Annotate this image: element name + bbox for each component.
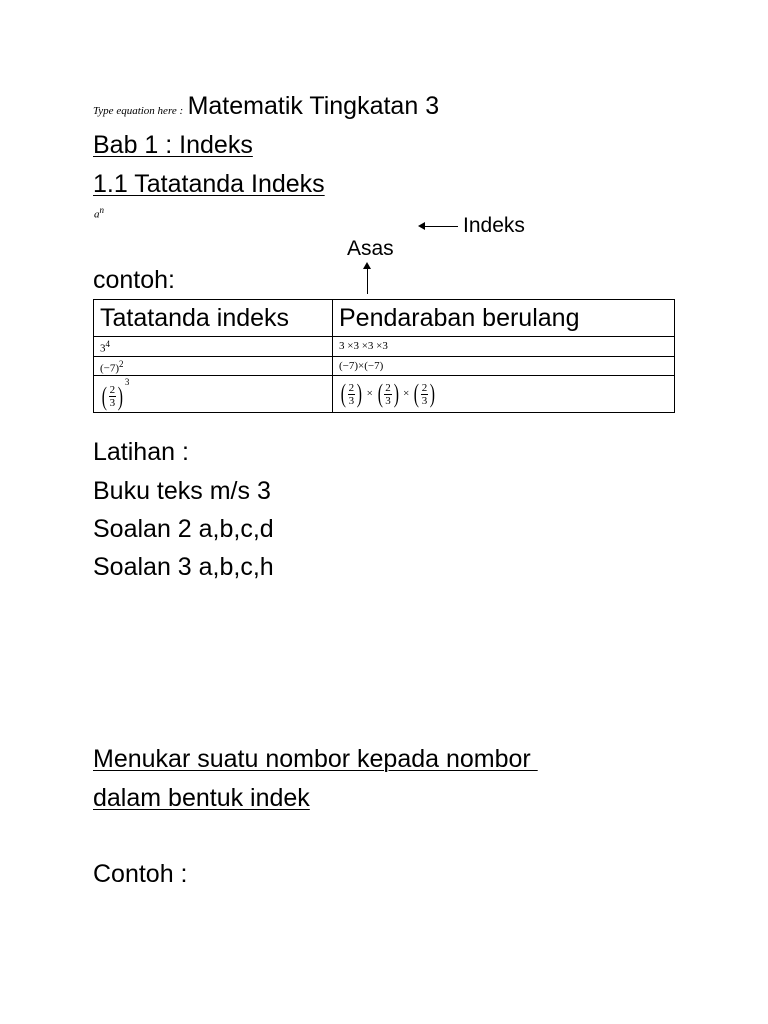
fraction-denominator: 3 — [385, 394, 391, 407]
exercise-title: Latihan : — [93, 438, 189, 466]
right-paren: ) — [117, 381, 124, 411]
table-header-cell: Tatatanda indeks — [94, 300, 333, 337]
left-paren: ( — [377, 379, 383, 409]
times-sign: × — [403, 387, 410, 400]
table-row — [94, 337, 675, 357]
fraction — [421, 382, 429, 407]
table-row — [94, 356, 675, 376]
table-row — [94, 376, 675, 413]
exercise-line: Soalan 3 a,b,c,h — [93, 553, 274, 581]
fraction — [109, 384, 117, 409]
table-cell — [333, 376, 675, 413]
title-line — [93, 91, 439, 123]
table-cell — [94, 337, 333, 357]
fraction-denominator: 3 — [348, 394, 355, 407]
notation-base: a — [94, 208, 100, 221]
section2-heading-line2: dalam bentuk indek — [93, 784, 310, 812]
page-title: Matematik Tingkatan 3 — [187, 92, 440, 120]
section-heading: 1.1 Tatatanda Indeks — [93, 170, 325, 198]
fraction-denominator: 3 — [421, 394, 428, 407]
table-cell — [94, 356, 333, 376]
right-paren: ) — [356, 379, 363, 409]
left-paren: ( — [101, 381, 107, 411]
table-cell — [94, 376, 333, 413]
table-header-row — [94, 300, 675, 337]
fraction-numerator: 2 — [348, 381, 355, 394]
times-sign: × — [366, 387, 373, 400]
base-label: Asas — [347, 237, 394, 260]
right-paren: ) — [430, 379, 436, 409]
fraction — [348, 382, 356, 407]
row-exponent: 2 — [119, 358, 124, 369]
base-arrow-head — [363, 262, 371, 269]
equation-placeholder[interactable]: Type equation here : — [93, 105, 184, 117]
index-label: Indeks — [463, 214, 525, 237]
table-header-cell: Pendaraban berulang — [333, 300, 675, 337]
fraction — [384, 382, 392, 407]
left-paren: ( — [340, 379, 346, 409]
row-exponent: 3 — [124, 377, 130, 388]
chapter-heading: Bab 1 : Indeks — [93, 131, 253, 159]
row-base: (−7) — [100, 362, 120, 375]
index-arrow-line — [422, 226, 458, 227]
row-exponent: 4 — [105, 339, 110, 349]
fraction-numerator: 2 — [385, 381, 391, 394]
exercise-line: Soalan 2 a,b,c,d — [93, 515, 274, 543]
exercise-line: Buku teks m/s 3 — [93, 477, 271, 505]
table-cell: 3 ×3 ×3 ×3 — [333, 337, 675, 357]
fraction-numerator: 2 — [109, 384, 116, 397]
index-arrow-head — [418, 222, 425, 230]
fraction-denominator: 3 — [109, 397, 116, 410]
index-table — [93, 299, 675, 413]
left-paren: ( — [413, 379, 420, 409]
table-cell: (−7)×(−7) — [333, 356, 675, 376]
section2-heading-line1: Menukar suatu nombor kepada nombor — [93, 745, 538, 773]
example-label: contoh: — [93, 266, 176, 294]
right-paren: ) — [393, 379, 399, 409]
row-base: 3 — [100, 342, 106, 355]
notation-exponent: n — [99, 205, 104, 215]
section2-example-label: Contoh : — [93, 860, 188, 888]
base-arrow-line — [367, 268, 368, 294]
notation-expression — [94, 205, 104, 221]
fraction-numerator: 2 — [421, 381, 428, 394]
